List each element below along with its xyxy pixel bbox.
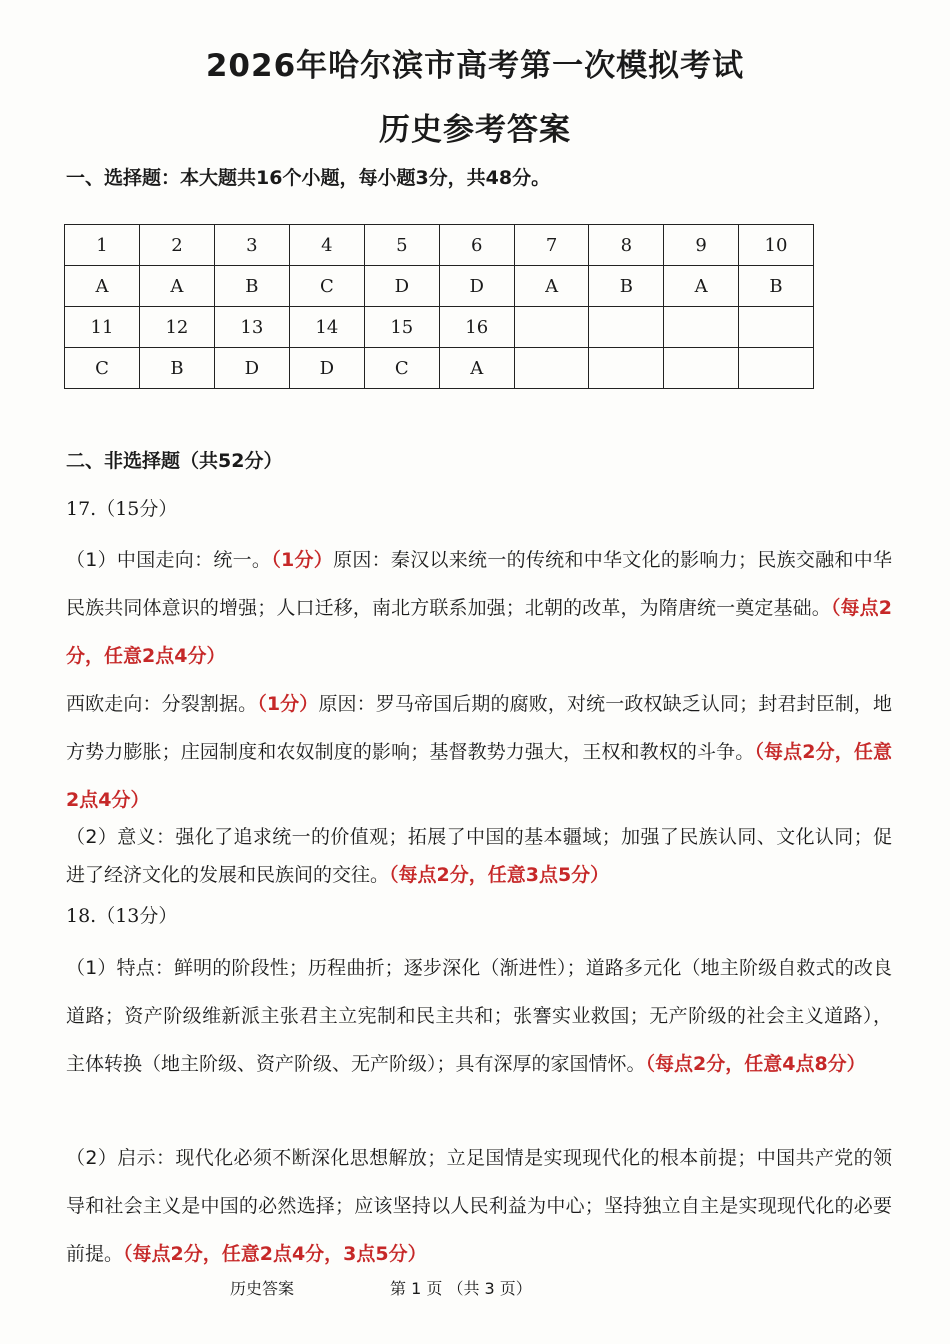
answer-cell: C xyxy=(65,348,140,389)
question-number-cell: 13 xyxy=(214,307,289,348)
question-number-cell: 10 xyxy=(738,225,813,266)
question-number-cell xyxy=(664,307,739,348)
section-nonchoice-heading: 二、非选择题（共52分） xyxy=(66,450,283,472)
question-number-cell: 5 xyxy=(364,225,439,266)
answer-table xyxy=(64,224,814,389)
answer-cell: A xyxy=(514,266,589,307)
q18-p2-score: （每点2分，任意2点4分，3点5分） xyxy=(123,1243,427,1265)
q18-part1 xyxy=(66,944,892,1088)
question-number-cell xyxy=(589,307,664,348)
answer-cell xyxy=(664,348,739,389)
page-subtitle: 历史参考答案 xyxy=(379,112,571,148)
answer-cell: A xyxy=(65,266,140,307)
answer-row xyxy=(65,348,814,389)
q18-p1-text: （1）特点：鲜明的阶段性；历程曲折；逐步深化（渐进性）；道路多元化（地主阶级自救式的改良道路；资产阶级维新派主张君主立宪制和民主共和；张謇实业救国；无产阶级的社会主义道路），主体转换（地主阶级、资产阶级、无产阶级）；具有深厚的家国情怀。 xyxy=(66,957,892,1075)
question-number-cell: 15 xyxy=(364,307,439,348)
answer-cell: B xyxy=(738,266,813,307)
question-number-cell: 16 xyxy=(439,307,514,348)
answer-row xyxy=(65,266,814,307)
footer-page-number: 第 1 页 （共 3 页） xyxy=(390,1279,532,1298)
question-number-cell xyxy=(514,307,589,348)
answer-cell: B xyxy=(589,266,664,307)
page-title: 2026年哈尔滨市高考第一次模拟考试 xyxy=(205,48,745,84)
q17-p2-score: （1分） xyxy=(257,693,319,715)
answer-cell xyxy=(589,348,664,389)
question-number-cell: 4 xyxy=(289,225,364,266)
answer-cell: C xyxy=(289,266,364,307)
question-number-cell: 12 xyxy=(139,307,214,348)
q17-part2 xyxy=(66,818,892,894)
answer-cell: D xyxy=(289,348,364,389)
answer-cell: A xyxy=(139,266,214,307)
footer-subject: 历史答案 xyxy=(230,1279,295,1298)
question-number-cell: 11 xyxy=(65,307,140,348)
answer-cell: B xyxy=(214,266,289,307)
q17-p1-score: （1分） xyxy=(271,549,334,571)
answer-cell: D xyxy=(214,348,289,389)
q17-p3-text: （2）意义：强化了追求统一的价值观；拓展了中国的基本疆域；加强了民族认同、文化认同；促进了经济文化的发展和民族间的交往。 xyxy=(66,826,892,886)
question-number-row xyxy=(65,307,814,348)
q17-p3-score: （每点2分，任意3点5分） xyxy=(389,864,610,886)
answer-cell: A xyxy=(439,348,514,389)
q17-p1-text: 原因：秦汉以来统一的传统和中华文化的影响力；民族交融和中华民族共同体意识的增强；人口迁移，南北方联系加强；北朝的改革，为隋唐统一奠定基础。 xyxy=(66,549,892,619)
answer-cell: B xyxy=(139,348,214,389)
answer-cell: A xyxy=(664,266,739,307)
q17-part1-europe xyxy=(66,680,892,824)
q17-p1-score2: （每点2分，任意2点4分） xyxy=(66,597,892,667)
question-number-cell: 8 xyxy=(589,225,664,266)
question-number-cell: 1 xyxy=(65,225,140,266)
q17-p2-lead: 西欧走向：分裂割据。 xyxy=(66,693,258,715)
question-number-cell xyxy=(738,307,813,348)
answer-cell xyxy=(514,348,589,389)
section-choice-heading: 一、选择题：本大题共16个小题，每小题3分，共48分。 xyxy=(66,167,551,189)
q18-p2-text: （2）启示：现代化必须不断深化思想解放；立足国情是实现现代化的根本前提；中国共产党的领导和社会主义是中国的必然选择；应该坚持以人民利益为中心；坚持独立自主是实现现代化的必要前提。 xyxy=(66,1147,892,1265)
question-number-cell: 6 xyxy=(439,225,514,266)
answer-cell xyxy=(738,348,813,389)
question-17-heading: 17.（15分） xyxy=(66,498,178,520)
q17-p1-lead: （1）中国走向：统一。 xyxy=(66,549,272,571)
answer-cell: D xyxy=(364,266,439,307)
q17-p2-text: 原因：罗马帝国后期的腐败，对统一政权缺乏认同；封君封臣制，地方势力膨胀；庄园制度和农奴制度的影响；基督教势力强大，王权和教权的斗争。 xyxy=(66,693,892,763)
answer-cell: C xyxy=(364,348,439,389)
question-number-cell: 14 xyxy=(289,307,364,348)
question-number-cell: 9 xyxy=(664,225,739,266)
question-number-cell: 7 xyxy=(514,225,589,266)
q18-part2 xyxy=(66,1134,892,1278)
answer-cell: D xyxy=(439,266,514,307)
q18-p1-score: （每点2分，任意4点8分） xyxy=(645,1053,866,1075)
question-number-cell: 2 xyxy=(139,225,214,266)
question-number-row xyxy=(65,225,814,266)
question-18-heading: 18.（13分） xyxy=(66,905,178,927)
q17-part1-china xyxy=(66,536,892,680)
question-number-cell: 3 xyxy=(214,225,289,266)
q17-p2-score2: （每点2分，任意2点4分） xyxy=(66,741,892,811)
